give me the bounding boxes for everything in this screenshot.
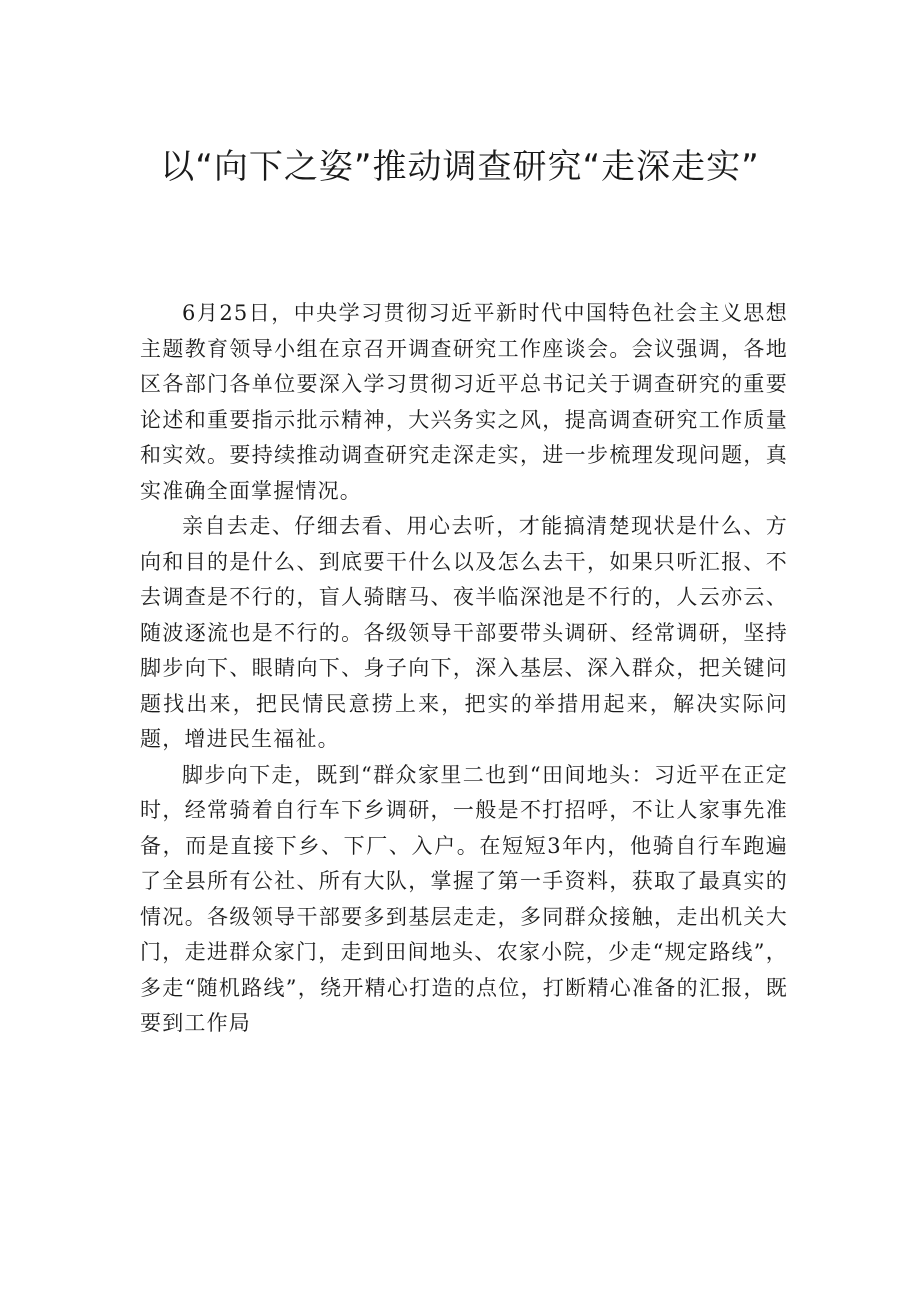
paragraph: 脚步向下走，既到“群众家里二也到“田间地头：习近平在正定时，经常骑着自行车下乡调研，一般是不打招呼，不让人家事先准备，而是直接下乡、下厂、入户。在短短3年内，他骑自行车跑遍了全县所有公社、所有大队，掌握了第一手资料，获取了最真实的情况。各级领导干部要多到基层走走，多同群众接触，走出机关大门，走进群众家门，走到田间地头、农家小院，少走“规定路线”，多走“随机路线”，绕开精心打造的点位，打断精心准备的汇报，既要到工作局 — [140, 762, 788, 1035]
paragraph: 亲自去走、仔细去看、用心去听，才能搞清楚现状是什么、方向和目的是什么、到底要干什么以及怎么去干，如果只听汇报、不去调查是不行的，盲人骑瞎马、夜半临深池是不行的，人云亦云、随波逐流也是不行的。各级领导干部要带头调研、经常调研，坚持脚步向下、眼睛向下、身子向下，深入基层、深入群众，把关键问题找出来，把民情民意捞上来，把实的举措用起来，解决实际问题，增进民生福祉。 — [140, 514, 788, 751]
document-body — [140, 296, 788, 1042]
paragraph: 6月25日，中央学习贯彻习近平新时代中国特色社会主义思想主题教育领导小组在京召开调查研究工作座谈会。会议强调，各地区各部门各单位要深入学习贯彻习近平总书记关于调查研究的重要论述和重要指示批示精神，大兴务实之风，提高调查研究工作质量和实效。要持续推动调查研究走深走实，进一步梳理发现问题，真实准确全面掌握情况。 — [140, 301, 788, 503]
document-title: 以“向下之姿”推动调查研究“走深走实” — [160, 147, 760, 187]
